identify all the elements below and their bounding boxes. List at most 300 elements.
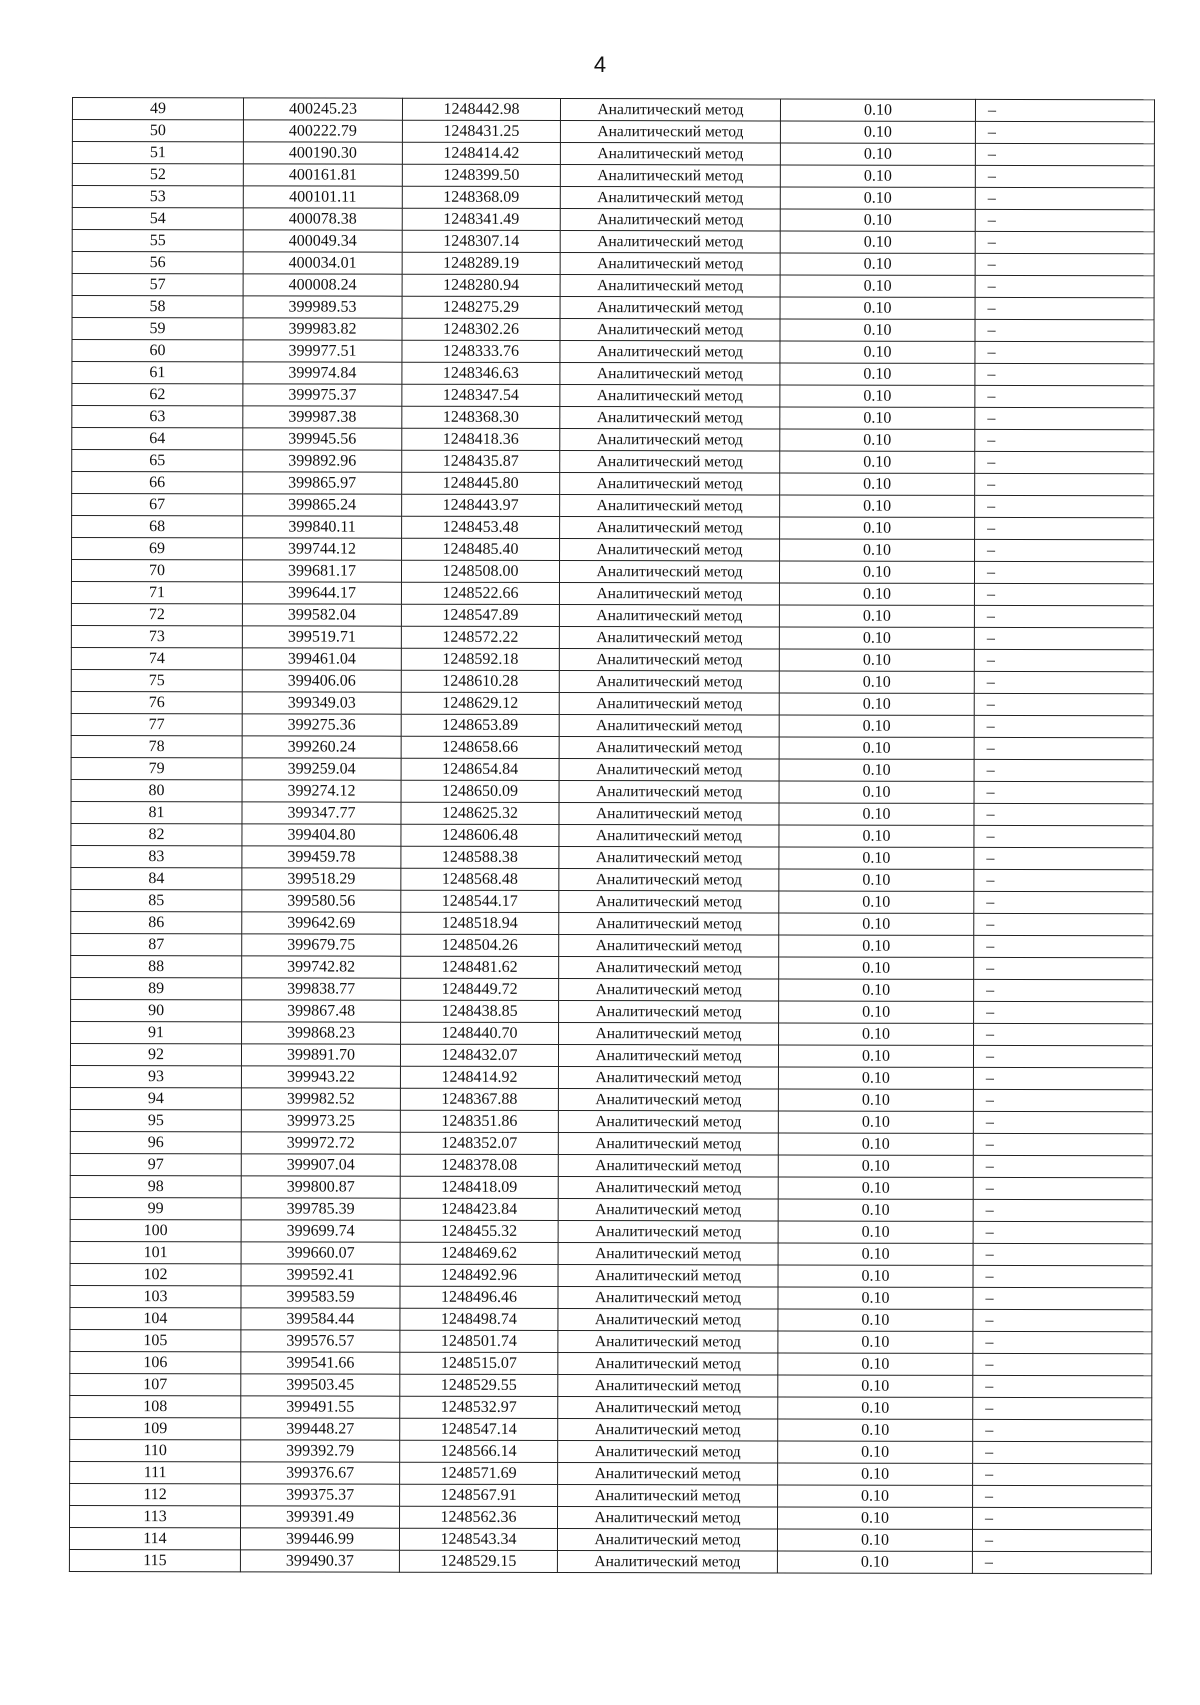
x-coordinate-cell: 399541.66 — [241, 1352, 400, 1374]
table-row — [72, 142, 1154, 166]
precision-cell: 0.10 — [779, 1023, 974, 1045]
method-cell: Аналитический метод — [560, 209, 780, 231]
x-coordinate-cell: 399459.78 — [242, 846, 401, 868]
point-number-cell: 72 — [71, 603, 242, 625]
table-row — [69, 1527, 1151, 1551]
method-cell: Аналитический метод — [560, 253, 780, 275]
table-row — [71, 933, 1153, 957]
table-row — [72, 538, 1154, 562]
point-number-cell: 90 — [71, 999, 242, 1021]
y-coordinate-cell: 1248368.30 — [402, 406, 560, 428]
point-number-cell: 69 — [72, 538, 243, 560]
precision-cell: 0.10 — [780, 187, 975, 209]
description-cell: – — [974, 935, 1153, 957]
precision-cell: 0.10 — [779, 605, 974, 627]
point-number-cell: 84 — [71, 867, 242, 889]
method-cell: Аналитический метод — [559, 869, 779, 891]
point-number-cell: 103 — [70, 1285, 241, 1307]
method-cell: Аналитический метод — [559, 979, 779, 1001]
y-coordinate-cell: 1248654.84 — [401, 758, 559, 780]
x-coordinate-cell: 399644.17 — [242, 582, 401, 604]
method-cell: Аналитический метод — [559, 561, 779, 583]
method-cell: Аналитический метод — [560, 231, 780, 253]
description-cell: – — [975, 517, 1154, 539]
y-coordinate-cell: 1248346.63 — [402, 362, 560, 384]
point-number-cell: 80 — [71, 779, 242, 801]
point-number-cell: 63 — [72, 406, 243, 428]
point-number-cell: 111 — [70, 1461, 241, 1483]
method-cell: Аналитический метод — [558, 1485, 778, 1507]
precision-cell: 0.10 — [778, 1067, 973, 1089]
y-coordinate-cell: 1248485.40 — [402, 538, 560, 560]
point-number-cell: 76 — [71, 691, 242, 713]
method-cell: Аналитический метод — [558, 1111, 778, 1133]
method-cell: Аналитический метод — [559, 781, 779, 803]
method-cell: Аналитический метод — [559, 737, 779, 759]
y-coordinate-cell: 1248496.46 — [400, 1286, 558, 1308]
x-coordinate-cell: 400049.34 — [243, 230, 402, 252]
y-coordinate-cell: 1248571.69 — [400, 1462, 558, 1484]
precision-cell: 0.10 — [778, 1485, 973, 1507]
x-coordinate-cell: 399347.77 — [242, 802, 401, 824]
table-row — [71, 1021, 1153, 1045]
x-coordinate-cell: 399943.22 — [241, 1066, 400, 1088]
point-number-cell: 101 — [70, 1241, 241, 1263]
point-number-cell: 68 — [72, 516, 243, 538]
precision-cell: 0.10 — [780, 275, 975, 297]
description-cell: – — [972, 1551, 1151, 1573]
point-number-cell: 53 — [72, 186, 243, 208]
x-coordinate-cell: 399583.59 — [241, 1286, 400, 1308]
description-cell: – — [974, 825, 1153, 847]
table-row — [72, 274, 1154, 298]
y-coordinate-cell: 1248518.94 — [401, 912, 559, 934]
coordinates-table — [69, 97, 1155, 1574]
description-cell: – — [974, 649, 1153, 671]
method-cell: Аналитический метод — [558, 1221, 778, 1243]
method-cell: Аналитический метод — [558, 1155, 778, 1177]
point-number-cell: 74 — [71, 647, 242, 669]
y-coordinate-cell: 1248445.80 — [402, 472, 560, 494]
description-cell: – — [974, 913, 1153, 935]
method-cell: Аналитический метод — [560, 517, 780, 539]
point-number-cell: 115 — [69, 1549, 240, 1571]
method-cell: Аналитический метод — [559, 583, 779, 605]
description-cell: – — [973, 1045, 1152, 1067]
description-cell: – — [973, 1177, 1152, 1199]
precision-cell: 0.10 — [779, 957, 974, 979]
point-number-cell: 93 — [70, 1065, 241, 1087]
description-cell: – — [974, 627, 1153, 649]
precision-cell: 0.10 — [780, 121, 975, 143]
description-cell: – — [974, 979, 1153, 1001]
method-cell: Аналитический метод — [559, 1023, 779, 1045]
x-coordinate-cell: 399349.03 — [242, 692, 401, 714]
description-cell: – — [974, 1001, 1153, 1023]
precision-cell: 0.10 — [780, 99, 975, 121]
precision-cell: 0.10 — [779, 979, 974, 1001]
method-cell: Аналитический метод — [559, 891, 779, 913]
y-coordinate-cell: 1248498.74 — [400, 1308, 558, 1330]
description-cell: – — [975, 187, 1154, 209]
table-row — [70, 1505, 1152, 1529]
table-row — [71, 757, 1153, 781]
method-cell: Аналитический метод — [560, 187, 780, 209]
precision-cell: 0.10 — [779, 561, 974, 583]
precision-cell: 0.10 — [779, 693, 974, 715]
precision-cell: 0.10 — [779, 803, 974, 825]
y-coordinate-cell: 1248352.07 — [400, 1132, 558, 1154]
method-cell: Аналитический метод — [559, 627, 779, 649]
y-coordinate-cell: 1248629.12 — [401, 692, 559, 714]
method-cell: Аналитический метод — [559, 935, 779, 957]
method-cell: Аналитический метод — [559, 759, 779, 781]
precision-cell: 0.10 — [778, 1441, 973, 1463]
method-cell: Аналитический метод — [560, 341, 780, 363]
x-coordinate-cell: 399800.87 — [241, 1176, 400, 1198]
table-row — [70, 1241, 1152, 1265]
point-number-cell: 81 — [71, 801, 242, 823]
table-row — [72, 318, 1154, 342]
point-number-cell: 50 — [72, 120, 243, 142]
method-cell: Аналитический метод — [559, 693, 779, 715]
precision-cell: 0.10 — [777, 1551, 972, 1573]
x-coordinate-cell: 399977.51 — [243, 340, 402, 362]
table-row — [70, 1285, 1152, 1309]
table-row — [69, 1549, 1151, 1573]
method-cell: Аналитический метод — [560, 99, 780, 121]
table-row — [70, 1109, 1152, 1133]
precision-cell: 0.10 — [778, 1045, 973, 1067]
table-row — [71, 977, 1153, 1001]
coordinates-table-body — [69, 98, 1154, 1574]
x-coordinate-cell: 399584.44 — [241, 1308, 400, 1330]
x-coordinate-cell: 399699.74 — [241, 1220, 400, 1242]
precision-cell: 0.10 — [779, 737, 974, 759]
x-coordinate-cell: 399945.56 — [243, 428, 402, 450]
precision-cell: 0.10 — [778, 1309, 973, 1331]
y-coordinate-cell: 1248414.42 — [402, 142, 560, 164]
precision-cell: 0.10 — [778, 1155, 973, 1177]
precision-cell: 0.10 — [778, 1331, 973, 1353]
point-number-cell: 73 — [71, 625, 242, 647]
method-cell: Аналитический метод — [558, 1199, 778, 1221]
y-coordinate-cell: 1248431.25 — [402, 120, 560, 142]
point-number-cell: 85 — [71, 889, 242, 911]
precision-cell: 0.10 — [778, 1375, 973, 1397]
x-coordinate-cell: 399259.04 — [242, 758, 401, 780]
description-cell: – — [973, 1221, 1152, 1243]
y-coordinate-cell: 1248341.49 — [402, 208, 560, 230]
precision-cell: 0.10 — [779, 649, 974, 671]
description-cell: – — [975, 319, 1154, 341]
precision-cell: 0.10 — [780, 517, 975, 539]
x-coordinate-cell: 400101.11 — [243, 186, 402, 208]
y-coordinate-cell: 1248522.66 — [401, 582, 559, 604]
x-coordinate-cell: 399406.06 — [242, 670, 401, 692]
y-coordinate-cell: 1248562.36 — [400, 1506, 558, 1528]
y-coordinate-cell: 1248347.54 — [402, 384, 560, 406]
description-cell: – — [975, 539, 1154, 561]
description-cell: – — [975, 231, 1154, 253]
y-coordinate-cell: 1248501.74 — [400, 1330, 558, 1352]
method-cell: Аналитический метод — [558, 1331, 778, 1353]
description-cell: – — [975, 495, 1154, 517]
table-row — [72, 340, 1154, 364]
point-number-cell: 78 — [71, 735, 242, 757]
method-cell: Аналитический метод — [560, 539, 780, 561]
x-coordinate-cell: 400078.38 — [243, 208, 402, 230]
precision-cell: 0.10 — [778, 1397, 973, 1419]
y-coordinate-cell: 1248543.34 — [399, 1528, 557, 1550]
table-row — [71, 823, 1153, 847]
table-row — [71, 911, 1153, 935]
precision-cell: 0.10 — [779, 627, 974, 649]
precision-cell: 0.10 — [778, 1089, 973, 1111]
method-cell: Аналитический метод — [558, 1243, 778, 1265]
y-coordinate-cell: 1248368.09 — [402, 186, 560, 208]
x-coordinate-cell: 399681.17 — [242, 560, 401, 582]
x-coordinate-cell: 399975.37 — [243, 384, 402, 406]
table-row — [71, 867, 1153, 891]
point-number-cell: 114 — [69, 1527, 240, 1549]
point-number-cell: 65 — [72, 450, 243, 472]
x-coordinate-cell: 400222.79 — [243, 120, 402, 142]
point-number-cell: 98 — [70, 1175, 241, 1197]
y-coordinate-cell: 1248418.09 — [400, 1176, 558, 1198]
method-cell: Аналитический метод — [559, 1001, 779, 1023]
y-coordinate-cell: 1248492.96 — [400, 1264, 558, 1286]
x-coordinate-cell: 399448.27 — [241, 1418, 400, 1440]
method-cell: Аналитический метод — [559, 671, 779, 693]
description-cell: – — [975, 363, 1154, 385]
y-coordinate-cell: 1248302.26 — [402, 318, 560, 340]
y-coordinate-cell: 1248378.08 — [400, 1154, 558, 1176]
x-coordinate-cell: 399376.67 — [241, 1462, 400, 1484]
method-cell: Аналитический метод — [558, 1287, 778, 1309]
precision-cell: 0.10 — [778, 1221, 973, 1243]
y-coordinate-cell: 1248275.29 — [402, 296, 560, 318]
description-cell: – — [974, 847, 1153, 869]
method-cell: Аналитический метод — [558, 1045, 778, 1067]
description-cell: – — [973, 1199, 1152, 1221]
point-number-cell: 59 — [72, 318, 243, 340]
method-cell: Аналитический метод — [560, 473, 780, 495]
y-coordinate-cell: 1248367.88 — [400, 1088, 558, 1110]
y-coordinate-cell: 1248504.26 — [401, 934, 559, 956]
method-cell: Аналитический метод — [559, 957, 779, 979]
table-row — [72, 208, 1154, 232]
x-coordinate-cell: 399972.72 — [241, 1132, 400, 1154]
point-number-cell: 64 — [72, 428, 243, 450]
description-cell: – — [974, 671, 1153, 693]
precision-cell: 0.10 — [778, 1463, 973, 1485]
precision-cell: 0.10 — [780, 231, 975, 253]
precision-cell: 0.10 — [780, 429, 975, 451]
method-cell: Аналитический метод — [558, 1265, 778, 1287]
description-cell: – — [973, 1309, 1152, 1331]
method-cell: Аналитический метод — [559, 913, 779, 935]
table-row — [70, 1307, 1152, 1331]
precision-cell: 0.10 — [778, 1507, 973, 1529]
point-number-cell: 105 — [70, 1329, 241, 1351]
y-coordinate-cell: 1248399.50 — [402, 164, 560, 186]
description-cell: – — [974, 693, 1153, 715]
method-cell: Аналитический метод — [560, 143, 780, 165]
point-number-cell: 89 — [71, 977, 242, 999]
description-cell: – — [975, 473, 1154, 495]
precision-cell: 0.10 — [779, 671, 974, 693]
point-number-cell: 49 — [72, 98, 243, 120]
point-number-cell: 109 — [70, 1417, 241, 1439]
y-coordinate-cell: 1248515.07 — [400, 1352, 558, 1374]
precision-cell: 0.10 — [779, 583, 974, 605]
description-cell: – — [973, 1155, 1152, 1177]
y-coordinate-cell: 1248650.09 — [401, 780, 559, 802]
method-cell: Аналитический метод — [559, 825, 779, 847]
table-row — [72, 120, 1154, 144]
point-number-cell: 91 — [71, 1021, 242, 1043]
y-coordinate-cell: 1248435.87 — [402, 450, 560, 472]
point-number-cell: 58 — [72, 296, 243, 318]
x-coordinate-cell: 399375.37 — [241, 1484, 400, 1506]
description-cell: – — [975, 275, 1154, 297]
y-coordinate-cell: 1248508.00 — [401, 560, 559, 582]
y-coordinate-cell: 1248544.17 — [401, 890, 559, 912]
y-coordinate-cell: 1248572.22 — [401, 626, 559, 648]
precision-cell: 0.10 — [780, 143, 975, 165]
precision-cell: 0.10 — [779, 913, 974, 935]
y-coordinate-cell: 1248566.14 — [400, 1440, 558, 1462]
x-coordinate-cell: 399275.36 — [242, 714, 401, 736]
description-cell: – — [974, 803, 1153, 825]
method-cell: Аналитический метод — [558, 1375, 778, 1397]
description-cell: – — [973, 1089, 1152, 1111]
y-coordinate-cell: 1248455.32 — [400, 1220, 558, 1242]
point-number-cell: 61 — [72, 362, 243, 384]
y-coordinate-cell: 1248442.98 — [402, 98, 560, 120]
table-row — [71, 955, 1153, 979]
x-coordinate-cell: 400161.81 — [243, 164, 402, 186]
description-cell: – — [975, 297, 1154, 319]
table-row — [72, 186, 1154, 210]
table-row — [72, 450, 1154, 474]
description-cell: – — [973, 1485, 1152, 1507]
precision-cell: 0.10 — [778, 1287, 973, 1309]
description-cell: – — [974, 891, 1153, 913]
x-coordinate-cell: 399404.80 — [242, 824, 401, 846]
description-cell: – — [974, 1023, 1153, 1045]
precision-cell: 0.10 — [779, 869, 974, 891]
x-coordinate-cell: 399582.04 — [242, 604, 401, 626]
table-row — [71, 691, 1153, 715]
x-coordinate-cell: 399838.77 — [242, 978, 401, 1000]
point-number-cell: 96 — [70, 1131, 241, 1153]
description-cell: – — [973, 1463, 1152, 1485]
precision-cell: 0.10 — [779, 759, 974, 781]
x-coordinate-cell: 399983.82 — [243, 318, 402, 340]
point-number-cell: 99 — [70, 1197, 241, 1219]
table-row — [70, 1373, 1152, 1397]
description-cell: – — [973, 1397, 1152, 1419]
x-coordinate-cell: 399519.71 — [242, 626, 401, 648]
x-coordinate-cell: 399840.11 — [243, 516, 402, 538]
point-number-cell: 102 — [70, 1263, 241, 1285]
table-row — [71, 625, 1153, 649]
coordinates-table-container — [72, 97, 1154, 1572]
x-coordinate-cell: 399260.24 — [242, 736, 401, 758]
precision-cell: 0.10 — [778, 1133, 973, 1155]
point-number-cell: 88 — [71, 955, 242, 977]
method-cell: Аналитический метод — [557, 1551, 777, 1573]
table-row — [70, 1065, 1152, 1089]
table-row — [71, 647, 1153, 671]
table-row — [72, 362, 1154, 386]
y-coordinate-cell: 1248481.62 — [401, 956, 559, 978]
precision-cell: 0.10 — [779, 891, 974, 913]
x-coordinate-cell: 399973.25 — [241, 1110, 400, 1132]
x-coordinate-cell: 399392.79 — [241, 1440, 400, 1462]
x-coordinate-cell: 399503.45 — [241, 1374, 400, 1396]
table-row — [71, 999, 1153, 1023]
method-cell: Аналитический метод — [560, 121, 780, 143]
precision-cell: 0.10 — [778, 1199, 973, 1221]
y-coordinate-cell: 1248438.85 — [401, 1000, 559, 1022]
y-coordinate-cell: 1248418.36 — [402, 428, 560, 450]
method-cell: Аналитический метод — [558, 1463, 778, 1485]
point-number-cell: 57 — [72, 274, 243, 296]
x-coordinate-cell: 399491.55 — [241, 1396, 400, 1418]
table-row — [70, 1131, 1152, 1155]
y-coordinate-cell: 1248529.55 — [400, 1374, 558, 1396]
table-row — [70, 1043, 1152, 1067]
x-coordinate-cell: 399580.56 — [242, 890, 401, 912]
method-cell: Аналитический метод — [560, 407, 780, 429]
description-cell: – — [974, 957, 1153, 979]
page-number: 4 — [593, 52, 607, 77]
method-cell: Аналитический метод — [558, 1133, 778, 1155]
y-coordinate-cell: 1248567.91 — [400, 1484, 558, 1506]
description-cell: – — [973, 1353, 1152, 1375]
point-number-cell: 82 — [71, 823, 242, 845]
table-row — [72, 494, 1154, 518]
point-number-cell: 94 — [70, 1087, 241, 1109]
description-cell: – — [974, 605, 1153, 627]
precision-cell: 0.10 — [780, 539, 975, 561]
description-cell: – — [974, 715, 1153, 737]
method-cell: Аналитический метод — [558, 1441, 778, 1463]
precision-cell: 0.10 — [778, 1177, 973, 1199]
x-coordinate-cell: 399974.84 — [243, 362, 402, 384]
y-coordinate-cell: 1248547.14 — [400, 1418, 558, 1440]
x-coordinate-cell: 399679.75 — [242, 934, 401, 956]
description-cell: – — [975, 121, 1154, 143]
method-cell: Аналитический метод — [560, 165, 780, 187]
x-coordinate-cell: 399592.41 — [241, 1264, 400, 1286]
precision-cell: 0.10 — [779, 935, 974, 957]
description-cell: – — [974, 759, 1153, 781]
description-cell: – — [975, 451, 1154, 473]
x-coordinate-cell: 399867.48 — [242, 1000, 401, 1022]
method-cell: Аналитический метод — [560, 495, 780, 517]
y-coordinate-cell: 1248625.32 — [401, 802, 559, 824]
point-number-cell: 60 — [72, 340, 243, 362]
x-coordinate-cell: 399982.52 — [241, 1088, 400, 1110]
precision-cell: 0.10 — [780, 341, 975, 363]
x-coordinate-cell: 399865.97 — [243, 472, 402, 494]
method-cell: Аналитический метод — [558, 1177, 778, 1199]
precision-cell: 0.10 — [780, 473, 975, 495]
